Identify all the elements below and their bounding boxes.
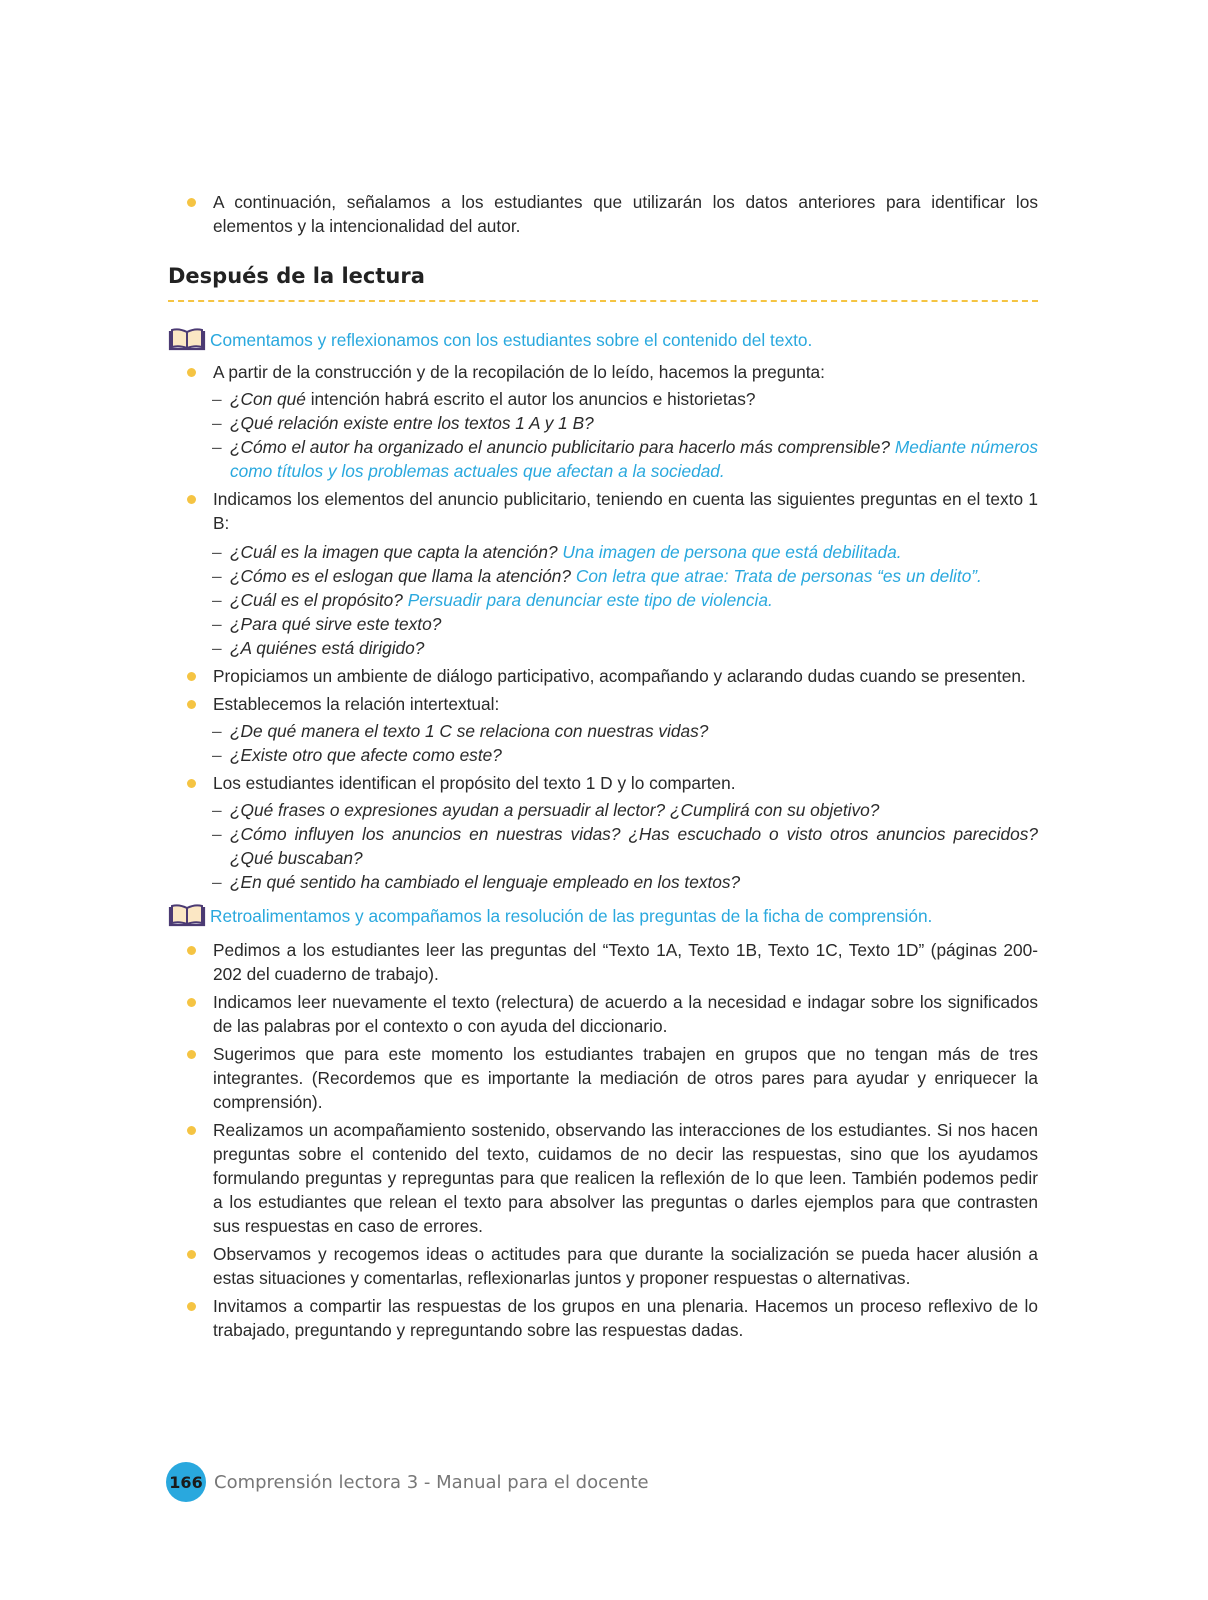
question-item: – ¿Cuál es el propósito? Persuadir para denunciar este tipo de violencia. bbox=[212, 590, 773, 610]
question-item: – ¿Existe otro que afecte como este? bbox=[212, 745, 502, 765]
question-list bbox=[168, 719, 1038, 767]
list-item: Pedimos a los estudiantes leer las preguntas del “Texto 1A, Texto 1B, Texto 1C, Texto 1D” (páginas 200-202 del cuaderno de trabajo). bbox=[168, 938, 1038, 986]
question-item: – ¿Qué frases o expresiones ayudan a persuadir al lector? ¿Cumplirá con su objetivo? bbox=[212, 800, 880, 820]
question-item: – ¿Para qué sirve este texto? bbox=[212, 614, 442, 634]
section-divider bbox=[168, 300, 1038, 302]
page-number-badge: 166 bbox=[166, 1462, 206, 1502]
answer-text: Una imagen de persona que está debilitada. bbox=[562, 542, 902, 562]
list-item: Indicamos leer nuevamente el texto (relectura) de acuerdo a la necesidad e indagar sobre los significados de las palabras por el contexto o con ayuda del diccionario. bbox=[168, 990, 1038, 1038]
intro-bullet: A continuación, señalamos a los estudiantes que utilizarán los datos anteriores para identificar los elementos y la intencionalidad del autor. bbox=[168, 190, 1038, 238]
question-item: – ¿Cuál es la imagen que capta la atención? Una imagen de persona que está debilitada. bbox=[212, 542, 902, 562]
answer-text: Persuadir para denunciar este tipo de violencia. bbox=[407, 590, 773, 610]
open-book-icon bbox=[168, 904, 206, 928]
list-item: Sugerimos que para este momento los estudiantes trabajen en grupos que no tengan más de tres integrantes. (Recordemos que es importante la mediación de otros pares para ayudar y enriquecer la comprensión). bbox=[168, 1042, 1038, 1114]
list-item: Establecemos la relación intertextual: bbox=[168, 692, 1038, 716]
question-item: – ¿A quiénes está dirigido? bbox=[212, 638, 425, 658]
activity-heading-1 bbox=[168, 328, 1038, 352]
question-item: – ¿Cómo el autor ha organizado el anuncio publicitario para hacerlo más comprensible? Mediante números como títulos y los problemas actuales que afectan a la sociedad. bbox=[212, 437, 1038, 481]
list-item: Invitamos a compartir las respuestas de los grupos en una plenaria. Hacemos un proceso reflexivo de lo trabajado, preguntando y repreguntando sobre las respuestas dadas. bbox=[168, 1294, 1038, 1342]
section-title: Después de la lectura bbox=[168, 264, 425, 288]
question-item: – ¿Cómo es el eslogan que llama la atención? Con letra que atrae: Trata de personas “es un delito”. bbox=[212, 566, 982, 586]
question-item: – ¿Con qué intención habrá escrito el autor los anuncios e historietas? bbox=[212, 389, 756, 409]
question-item: – ¿De qué manera el texto 1 C se relaciona con nuestras vidas? bbox=[212, 721, 709, 741]
list-item: A partir de la construcción y de la recopilación de lo leído, hacemos la pregunta: bbox=[168, 360, 1038, 384]
question-list bbox=[168, 798, 1038, 894]
activity-heading-2-text: Retroalimentamos y acompañamos la resolución de las preguntas de la ficha de comprensión. bbox=[210, 906, 933, 926]
question-list bbox=[168, 540, 1038, 660]
question-item: – ¿Qué relación existe entre los textos 1 A y 1 B? bbox=[212, 413, 594, 433]
question-list bbox=[168, 387, 1038, 483]
list-item: Observamos y recogemos ideas o actitudes para que durante la socialización se pueda hacer alusión a estas situaciones y comentarlas, reflexionarlas juntos y proponer respuestas o alternativas. bbox=[168, 1242, 1038, 1290]
question-item: – ¿Cómo influyen los anuncios en nuestras vidas? ¿Has escuchado o visto otros anuncios parecidos? ¿Qué buscaban? bbox=[212, 824, 1038, 868]
page-content bbox=[168, 190, 1038, 1342]
page-footer bbox=[166, 1462, 649, 1502]
question-item: – ¿En qué sentido ha cambiado el lenguaje empleado en los textos? bbox=[212, 872, 741, 892]
answer-text: Con letra que atrae: Trata de personas “es un delito”. bbox=[575, 566, 982, 586]
footer-title: Comprensión lectora 3 - Manual para el docente bbox=[214, 1471, 649, 1493]
list-item: Indicamos los elementos del anuncio publicitario, teniendo en cuenta las siguientes preguntas en el texto 1 B: bbox=[168, 487, 1038, 535]
activity-heading-2 bbox=[168, 904, 1038, 928]
answer-text: Mediante números como títulos y los problemas actuales que afectan a la sociedad. bbox=[230, 437, 1038, 481]
list-item: Realizamos un acompañamiento sostenido, observando las interacciones de los estudiantes. Si nos hacen preguntas sobre el contenido del texto, cuidamos de no decir las respuestas, sino que los ayudamos formulando preguntas y repreguntas para que realicen la reflexión de lo que leen. También podemos pedir a los estudiantes que relean el texto para absolver las preguntas o darles ejemplos para que contrasten sus respuestas en caso de errores. bbox=[168, 1118, 1038, 1238]
open-book-icon bbox=[168, 328, 206, 352]
activity-heading-1-text: Comentamos y reflexionamos con los estudiantes sobre el contenido del texto. bbox=[210, 330, 813, 350]
list-item: Los estudiantes identifican el propósito del texto 1 D y lo comparten. bbox=[168, 771, 1038, 795]
list-item: Propiciamos un ambiente de diálogo participativo, acompañando y aclarando dudas cuando se presenten. bbox=[168, 664, 1038, 688]
